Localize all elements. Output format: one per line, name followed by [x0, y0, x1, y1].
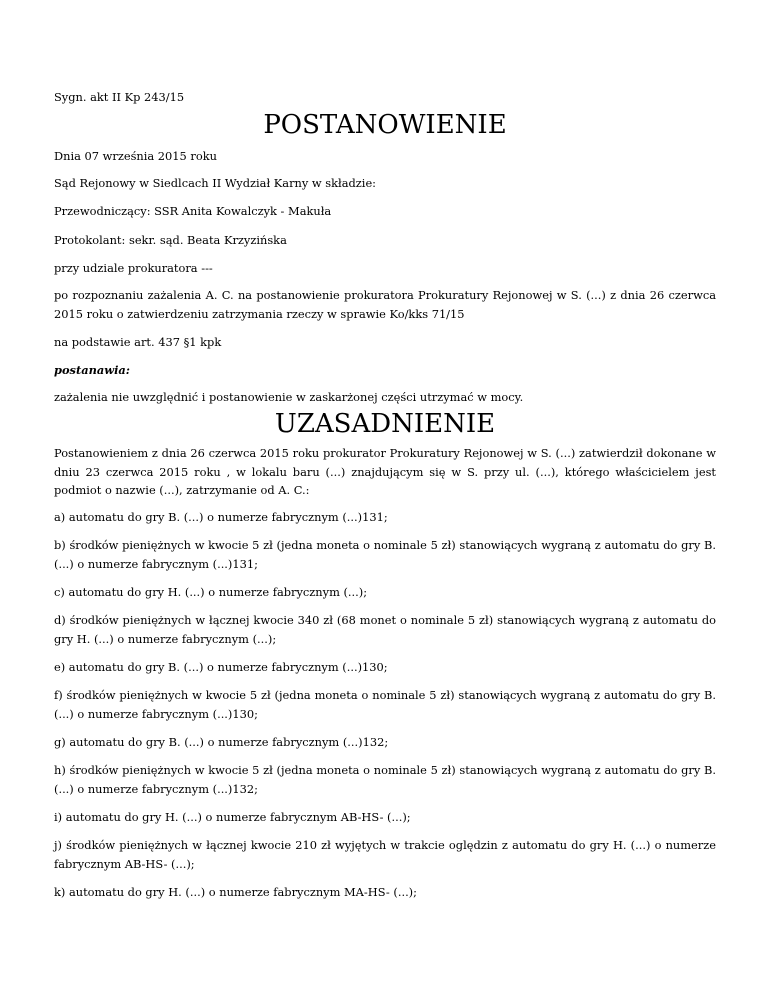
legal-basis: na podstawie art. 437 §1 kpk: [54, 335, 222, 349]
justification-intro: Postanowieniem z dnia 26 czerwca 2015 roku prokurator Prokuratury Rejonowej w S. (...) zatwierdził dokonane w dniu 23 czerwca 2015 roku , w lokalu baru (...) znajdującym się w S. przy ul. (...), którego właścicielem jest podmiot o nazwie (...), zatrzymanie od A. C.:: [54, 446, 716, 497]
date-line: Dnia 07 września 2015 roku: [54, 149, 217, 163]
consideration-paragraph: po rozpoznaniu zażalenia A. C. na postanowienie prokuratora Prokuratury Rejonowej w S. (...) z dnia 26 czerwca 2015 roku o zatwierdzeniu zatrzymania rzeczy w sprawie Ko/kks 71/15: [54, 288, 716, 321]
ruling-text: zażalenia nie uwzględnić i postanowienie w zaskarżonej części utrzymać w mocy.: [54, 390, 524, 404]
list-item: d) środków pieniężnych w łącznej kwocie 340 zł (68 monet o nominale 5 zł) stanowiących wygraną z automatu do gry H. (...) o numerze fabrycznym (...);: [54, 613, 716, 646]
case-signature: Sygn. akt II Kp 243/15: [54, 90, 185, 104]
court-line: Sąd Rejonowy w Siedlcach II Wydział Karny w składzie:: [54, 176, 377, 190]
list-item: a) automatu do gry B. (...) o numerze fabrycznym (...)131;: [54, 510, 388, 524]
list-item: g) automatu do gry B. (...) o numerze fabrycznym (...)132;: [54, 735, 389, 749]
justification-title: UZASADNIENIE: [274, 409, 496, 439]
list-item: f) środków pieniężnych w kwocie 5 zł (jedna moneta o nominale 5 zł) stanowiących wygraną z automatu do gry B. (...) o numerze fabrycznym (...)130;: [54, 688, 716, 721]
list-item: k) automatu do gry H. (...) o numerze fabrycznym MA-HS- (...);: [54, 885, 417, 899]
prosecutor-line: przy udziale prokuratora ---: [54, 261, 213, 275]
recorder-line: Protokolant: sekr. sąd. Beata Krzyzińska: [54, 233, 287, 247]
decides-label: postanawia:: [54, 363, 130, 377]
list-item: e) automatu do gry B. (...) o numerze fabrycznym (...)130;: [54, 660, 388, 674]
list-item: h) środków pieniężnych w kwocie 5 zł (jedna moneta o nominale 5 zł) stanowiących wygraną z automatu do gry B. (...) o numerze fabrycznym (...)132;: [54, 763, 716, 796]
list-item: j) środków pieniężnych w łącznej kwocie 210 zł wyjętych w trakcie oględzin z automatu do gry H. (...) o numerze fabrycznym AB-HS- (...);: [54, 838, 716, 871]
document-title: POSTANOWIENIE: [263, 110, 507, 140]
list-item: c) automatu do gry H. (...) o numerze fabrycznym (...);: [54, 585, 368, 599]
list-item: i) automatu do gry H. (...) o numerze fabrycznym AB-HS- (...);: [54, 810, 411, 824]
chair-line: Przewodniczący: SSR Anita Kowalczyk - Makuła: [54, 204, 332, 218]
list-item: b) środków pieniężnych w kwocie 5 zł (jedna moneta o nominale 5 zł) stanowiących wygraną z automatu do gry B. (...) o numerze fabrycznym (...)131;: [54, 538, 716, 571]
